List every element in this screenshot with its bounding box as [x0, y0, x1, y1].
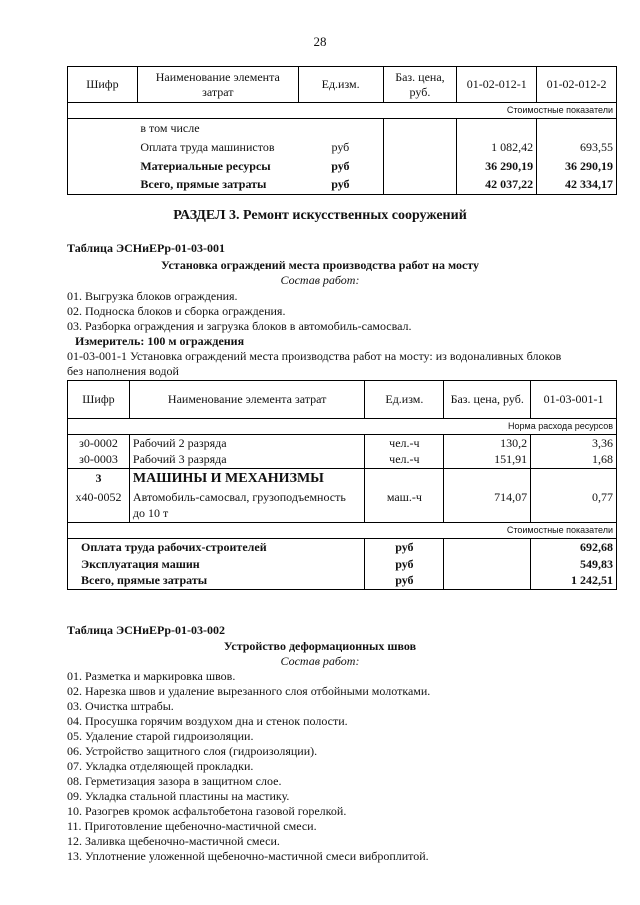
- row-unit: маш.-ч: [365, 489, 444, 506]
- list-item: 10. Разогрев кромок асфальтобетона газовой горелкой.: [67, 804, 347, 818]
- header-code: Шифр: [68, 381, 130, 419]
- header-unit: Ед.изм.: [365, 381, 444, 419]
- group-code: 3: [68, 469, 130, 489]
- row-unit: руб: [298, 176, 383, 195]
- header-name: Наименование элемента затрат: [129, 381, 365, 419]
- row-value-2: 36 290,19: [537, 157, 617, 176]
- table-row: [68, 506, 617, 523]
- list-item: 01. Выгрузка блоков ограждения.: [67, 289, 238, 303]
- list-item: 05. Удаление старой гидроизоляции.: [67, 729, 254, 743]
- table-row: [68, 469, 617, 489]
- row-value: 1 242,51: [531, 573, 617, 590]
- row-name: в том числе: [137, 119, 383, 138]
- list-item: 07. Укладка отделяющей прокладки.: [67, 759, 254, 773]
- table-title: Устройство деформационных швов: [223, 639, 417, 653]
- header-base-price: Баз. цена, руб.: [383, 67, 457, 103]
- row-unit: руб: [298, 138, 383, 157]
- row-unit: руб: [365, 573, 444, 590]
- row-unit: руб: [298, 157, 383, 176]
- row-unit: чел.-ч: [365, 435, 444, 452]
- row-code: х40-0052: [68, 489, 130, 506]
- table-01-03-001: [67, 380, 617, 590]
- table-row: [68, 138, 617, 157]
- row-unit: руб: [365, 556, 444, 573]
- page-number: 28: [313, 34, 327, 49]
- table-row: [68, 157, 617, 176]
- header-code: Шифр: [68, 67, 138, 103]
- work-composition-heading: Состав работ:: [280, 273, 360, 287]
- row-base: 714,07: [444, 489, 531, 506]
- row-name: Рабочий 3 разряда: [129, 452, 365, 469]
- table-label: Таблица ЭСНиЕРр-01-03-001: [67, 241, 226, 255]
- norm-description: без наполнения водой: [67, 364, 179, 378]
- table-01-02-012: [67, 66, 617, 195]
- table-row: [68, 176, 617, 195]
- group-name: МАШИНЫ И МЕХАНИЗМЫ: [129, 469, 365, 489]
- subheader-resources: Норма расхода ресурсов: [68, 419, 617, 435]
- row-value: 1,68: [531, 452, 617, 469]
- list-item: 01. Разметка и маркировка швов.: [67, 669, 236, 683]
- list-item: 13. Уплотнение уложенной щебеночно-мастичной смеси виброплитой.: [67, 849, 429, 863]
- list-item: 06. Устройство защитного слоя (гидроизоляции).: [67, 744, 318, 758]
- row-value-2: 693,55: [537, 138, 617, 157]
- row-base: 130,2: [444, 435, 531, 452]
- subheader-cost: Стоимостные показатели: [68, 103, 617, 119]
- row-name: Рабочий 2 разряда: [129, 435, 365, 452]
- header-unit: Ед.изм.: [298, 67, 383, 103]
- table-title: Установка ограждений места производства работ на мосту: [160, 258, 480, 272]
- header-name: Наименование элемента затрат: [137, 67, 298, 103]
- row-name: Материальные ресурсы: [140, 158, 271, 173]
- row-code: з0-0002: [68, 435, 130, 452]
- row-name: Оплата труда рабочих-строителей: [68, 539, 365, 556]
- row-name: Всего, прямые затраты: [137, 176, 298, 195]
- table-row: [68, 556, 617, 573]
- table-label: Таблица ЭСНиЕРр-01-03-002: [67, 623, 226, 637]
- row-value: 692,68: [531, 539, 617, 556]
- row-name: Автомобиль-самосвал, грузоподъемность: [129, 489, 365, 506]
- row-unit: чел.-ч: [365, 452, 444, 469]
- row-name: Эксплуатация машин: [68, 556, 365, 573]
- row-code: з0-0003: [68, 452, 130, 469]
- row-value: 0,77: [531, 489, 617, 506]
- row-value-1: 1 082,42: [457, 138, 537, 157]
- list-item: 02. Подноска блоков и сборка ограждения.: [67, 304, 286, 318]
- list-item: 11. Приготовление щебеночно-мастичной смеси.: [67, 819, 317, 833]
- list-item: 12. Заливка щебеночно-мастичной смеси.: [67, 834, 280, 848]
- row-value-1: 42 037,22: [457, 176, 537, 195]
- list-item: 08. Герметизация зазора в защитном слое.: [67, 774, 282, 788]
- table-row: [68, 119, 617, 138]
- header-col-2: 01-02-012-2: [537, 67, 617, 103]
- row-value: 549,83: [531, 556, 617, 573]
- row-name: Всего, прямые затраты: [68, 573, 365, 590]
- list-item: 04. Просушка горячим воздухом дна и стенок полости.: [67, 714, 348, 728]
- list-item: 03. Очистка штрабы.: [67, 699, 174, 713]
- norm-description: 01-03-001-1 Установка ограждений места производства работ на мосту: из водоналивных блоков: [67, 349, 562, 363]
- list-item: 09. Укладка стальной пластины на мастику.: [67, 789, 290, 803]
- row-name: Оплата труда машинистов: [140, 139, 275, 154]
- table-row: [68, 452, 617, 469]
- table-row: [68, 539, 617, 556]
- meter: Измеритель: 100 м ограждения: [75, 334, 245, 348]
- row-base: 151,91: [444, 452, 531, 469]
- header-base-price: Баз. цена, руб.: [444, 381, 531, 419]
- header-col-1: 01-02-012-1: [457, 67, 537, 103]
- table-row: [68, 573, 617, 590]
- section-title: РАЗДЕЛ 3. Ремонт искусственных сооружений: [173, 208, 467, 223]
- list-item: 03. Разборка ограждения и загрузка блоков в автомобиль-самосвал.: [67, 319, 412, 333]
- table-row: [68, 435, 617, 452]
- row-value: 3,36: [531, 435, 617, 452]
- header-col-1: 01-03-001-1: [531, 381, 617, 419]
- work-composition-heading: Состав работ:: [280, 654, 360, 668]
- subheader-cost: Стоимостные показатели: [68, 523, 617, 539]
- row-value-1: 36 290,19: [457, 157, 537, 176]
- row-name-continued: до 10 т: [129, 506, 365, 523]
- table-row: [68, 489, 617, 506]
- row-unit: руб: [365, 539, 444, 556]
- row-value-2: 42 334,17: [537, 176, 617, 195]
- list-item: 02. Нарезка швов и удаление вырезанного слоя отбойными молотками.: [67, 684, 431, 698]
